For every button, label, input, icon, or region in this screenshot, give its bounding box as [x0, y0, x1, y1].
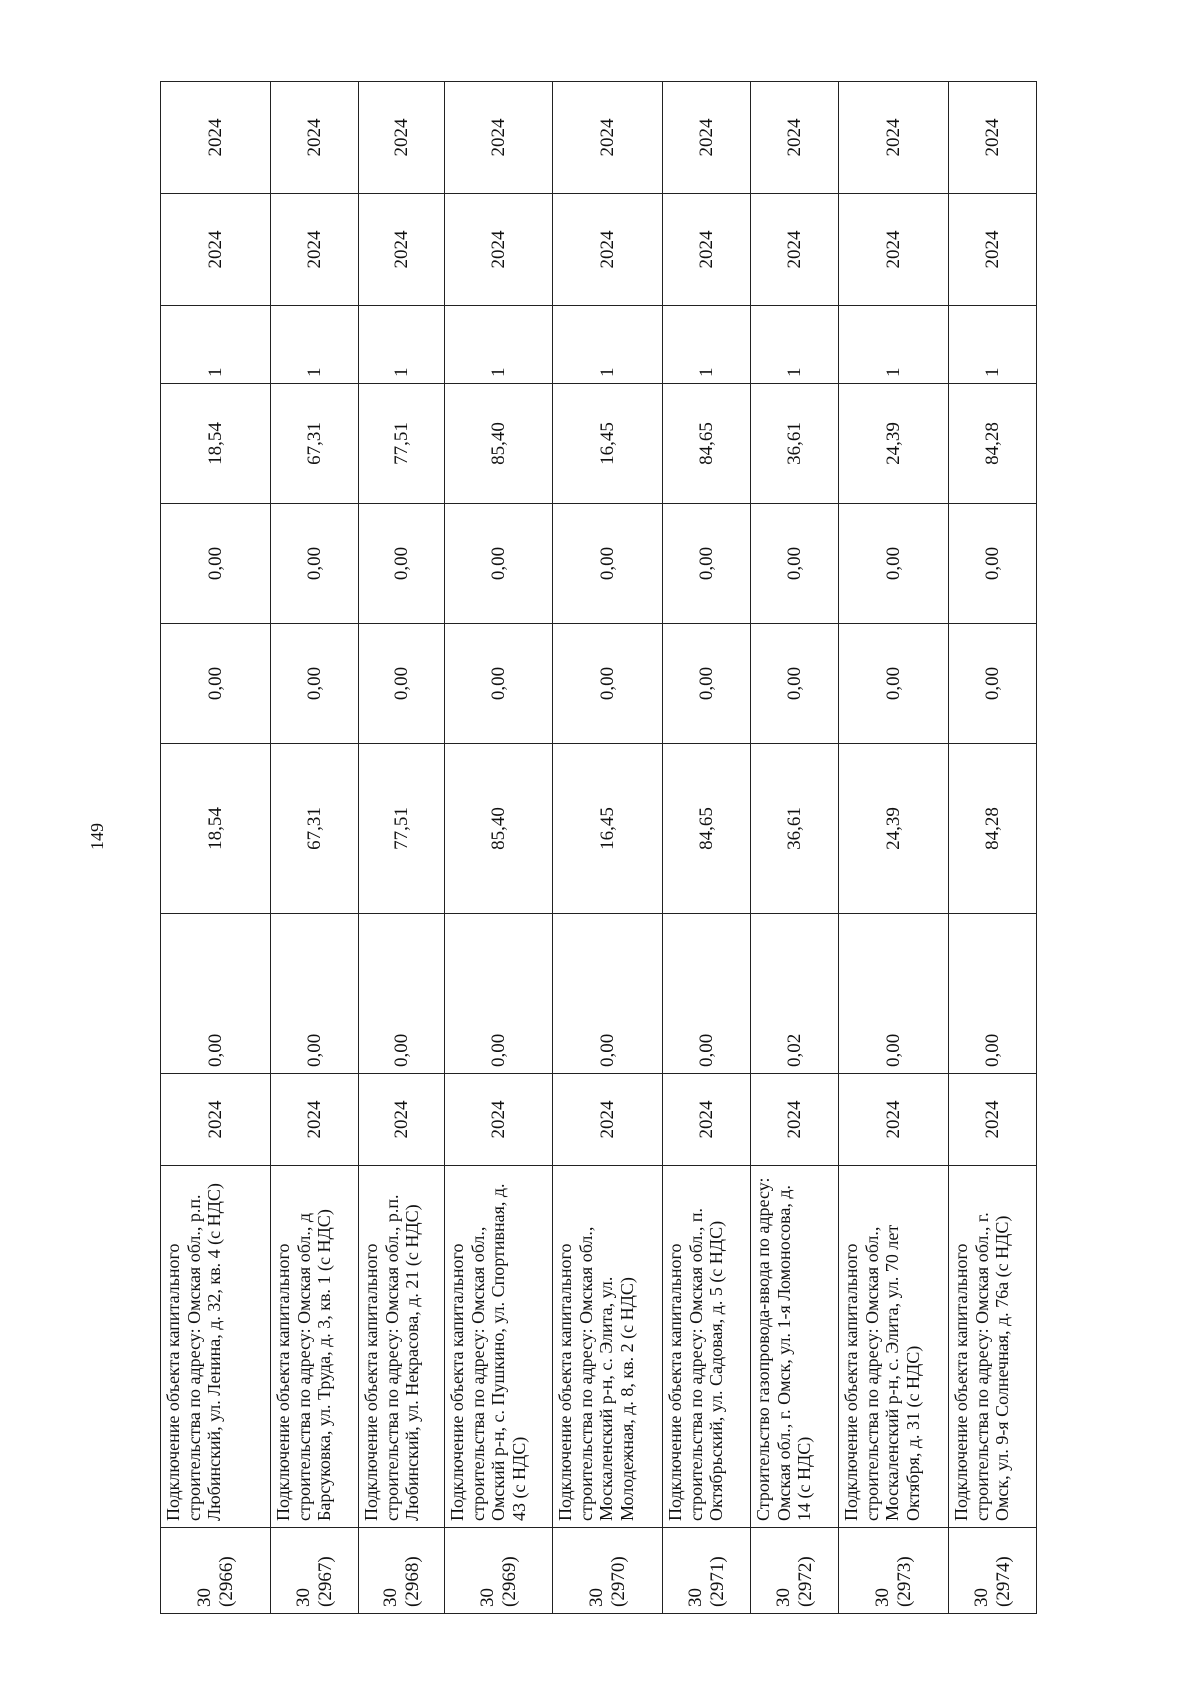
table-row	[949, 82, 1037, 1614]
year-start-cell: 2024	[949, 194, 1037, 306]
row-number-cell	[839, 1528, 949, 1614]
year-cell: 2024	[553, 1074, 663, 1166]
year-start-cell: 2024	[271, 194, 359, 306]
value-cell: 0,00	[271, 504, 359, 624]
row-number-cell	[445, 1528, 553, 1614]
value-cell: 0,00	[359, 914, 445, 1074]
row-number: 30	[292, 1588, 314, 1607]
value-cell: 77,51	[359, 384, 445, 504]
value-cell: 0,00	[751, 624, 839, 744]
row-number: 30	[970, 1588, 992, 1607]
value-cell: 84,65	[663, 744, 751, 914]
value-cell: 0,00	[161, 624, 271, 744]
table-row	[839, 82, 949, 1614]
row-number-cell	[949, 1528, 1037, 1614]
value-cell: 0,00	[839, 624, 949, 744]
value-cell: 84,65	[663, 384, 751, 504]
value-cell: 16,45	[553, 744, 663, 914]
description-cell: Подключение объекта капитального строительства по адресу: Омская обл., Москаленский р-н, с. Элита, ул. Молодежная, д. 8, кв. 2 (с НДС)	[553, 1166, 663, 1528]
table-row	[161, 82, 271, 1614]
description-cell: Подключение объекта капитального строительства по адресу: Омская обл., р.п. Любинский, ул. Некрасова, д. 21 (с НДС)	[359, 1166, 445, 1528]
description-cell: Подключение объекта капитального строительства по адресу: Омская обл., Омский р-н, с. Пушкино, ул. Спортивная, д. 43 (с НДС)	[445, 1166, 553, 1528]
rotated-table-container	[160, 82, 1062, 1614]
value-cell: 0,00	[949, 624, 1037, 744]
year-end-cell: 2024	[751, 82, 839, 194]
row-number: 30	[585, 1588, 607, 1607]
value-cell: 24,39	[839, 384, 949, 504]
value-cell: 24,39	[839, 744, 949, 914]
row-code: (2973)	[893, 1556, 915, 1607]
value-cell: 0,00	[949, 914, 1037, 1074]
year-cell: 2024	[359, 1074, 445, 1166]
year-cell: 2024	[949, 1074, 1037, 1166]
value-cell: 77,51	[359, 744, 445, 914]
value-cell: 36,61	[751, 744, 839, 914]
row-code: (2971)	[706, 1556, 728, 1607]
description-cell: Подключение объекта капитального строительства по адресу: Омская обл., д Барсуковка, ул. Труда, д. 3, кв. 1 (с НДС)	[271, 1166, 359, 1528]
year-start-cell: 2024	[751, 194, 839, 306]
quantity-cell: 1	[949, 306, 1037, 384]
description-cell: Подключение объекта капитального строительства по адресу: Омская обл., р.п. Любинский, ул. Ленина, д. 32, кв. 4 (с НДС)	[161, 1166, 271, 1528]
page-number: 149	[87, 823, 107, 850]
quantity-cell: 1	[445, 306, 553, 384]
row-code: (2969)	[498, 1556, 520, 1607]
table-body	[161, 82, 1037, 1614]
value-cell: 0,00	[445, 624, 553, 744]
row-number: 30	[193, 1588, 215, 1607]
value-cell: 67,31	[271, 384, 359, 504]
quantity-cell: 1	[751, 306, 839, 384]
value-cell: 84,28	[949, 744, 1037, 914]
year-start-cell: 2024	[553, 194, 663, 306]
row-code: (2972)	[794, 1556, 816, 1607]
quantity-cell: 1	[161, 306, 271, 384]
value-cell: 0,00	[161, 914, 271, 1074]
year-end-cell: 2024	[161, 82, 271, 194]
value-cell: 0,00	[553, 624, 663, 744]
value-cell: 85,40	[445, 744, 553, 914]
value-cell: 0,00	[445, 914, 553, 1074]
value-cell: 0,00	[751, 504, 839, 624]
year-end-cell: 2024	[445, 82, 553, 194]
row-number-cell	[271, 1528, 359, 1614]
value-cell: 0,00	[359, 504, 445, 624]
value-cell: 18,54	[161, 744, 271, 914]
investment-table	[160, 81, 1037, 1614]
row-number: 30	[684, 1588, 706, 1607]
year-cell: 2024	[271, 1074, 359, 1166]
value-cell: 0,00	[553, 914, 663, 1074]
value-cell: 67,31	[271, 744, 359, 914]
value-cell: 18,54	[161, 384, 271, 504]
description-cell: Строительство газопровода-ввода по адресу: Омская обл., г. Омск, ул. 1-я Ломоносова, д. 14 (с НДС)	[751, 1166, 839, 1528]
table-row	[553, 82, 663, 1614]
value-cell: 85,40	[445, 384, 553, 504]
table-row	[445, 82, 553, 1614]
year-start-cell: 2024	[839, 194, 949, 306]
year-end-cell: 2024	[663, 82, 751, 194]
value-cell: 0,00	[161, 504, 271, 624]
value-cell: 0,00	[949, 504, 1037, 624]
value-cell: 0,00	[271, 914, 359, 1074]
value-cell: 84,28	[949, 384, 1037, 504]
row-number-cell	[663, 1528, 751, 1614]
row-number: 30	[379, 1588, 401, 1607]
row-number: 30	[772, 1588, 794, 1607]
year-end-cell: 2024	[553, 82, 663, 194]
quantity-cell: 1	[663, 306, 751, 384]
year-end-cell: 2024	[271, 82, 359, 194]
value-cell: 0,00	[663, 914, 751, 1074]
value-cell: 36,61	[751, 384, 839, 504]
value-cell: 0,00	[359, 624, 445, 744]
row-number-cell	[553, 1528, 663, 1614]
description-cell: Подключение объекта капитального строительства по адресу: Омская обл., Москаленский р-н, с. Элита, ул. 70 лет Октября, д. 31 (с НДС)	[839, 1166, 949, 1528]
year-start-cell: 2024	[161, 194, 271, 306]
year-end-cell: 2024	[949, 82, 1037, 194]
quantity-cell: 1	[359, 306, 445, 384]
row-number-cell	[751, 1528, 839, 1614]
row-code: (2966)	[215, 1556, 237, 1607]
value-cell: 0,00	[839, 504, 949, 624]
description-cell: Подключение объекта капитального строительства по адресу: Омская обл., п. Октябрьский, ул. Садовая, д. 5 (с НДС)	[663, 1166, 751, 1528]
value-cell: 0,00	[553, 504, 663, 624]
value-cell: 16,45	[553, 384, 663, 504]
value-cell: 0,00	[271, 624, 359, 744]
year-cell: 2024	[161, 1074, 271, 1166]
year-end-cell: 2024	[359, 82, 445, 194]
year-start-cell: 2024	[359, 194, 445, 306]
year-start-cell: 2024	[445, 194, 553, 306]
row-number-cell	[359, 1528, 445, 1614]
value-cell: 0,00	[663, 624, 751, 744]
year-cell: 2024	[751, 1074, 839, 1166]
row-code: (2967)	[314, 1556, 336, 1607]
quantity-cell: 1	[271, 306, 359, 384]
quantity-cell: 1	[553, 306, 663, 384]
quantity-cell: 1	[839, 306, 949, 384]
value-cell: 0,02	[751, 914, 839, 1074]
row-code: (2974)	[992, 1556, 1014, 1607]
row-code: (2968)	[401, 1556, 423, 1607]
row-number: 30	[476, 1588, 498, 1607]
table-row	[271, 82, 359, 1614]
table-row	[359, 82, 445, 1614]
row-number: 30	[871, 1588, 893, 1607]
value-cell: 0,00	[839, 914, 949, 1074]
description-cell: Подключение объекта капитального строительства по адресу: Омская обл., г. Омск, ул. 9-я Солнечная, д. 76а (с НДС)	[949, 1166, 1037, 1528]
year-cell: 2024	[663, 1074, 751, 1166]
row-number-cell	[161, 1528, 271, 1614]
year-end-cell: 2024	[839, 82, 949, 194]
year-cell: 2024	[445, 1074, 553, 1166]
value-cell: 0,00	[663, 504, 751, 624]
year-start-cell: 2024	[663, 194, 751, 306]
row-code: (2970)	[607, 1556, 629, 1607]
table-row	[751, 82, 839, 1614]
year-cell: 2024	[839, 1074, 949, 1166]
table-row	[663, 82, 751, 1614]
value-cell: 0,00	[445, 504, 553, 624]
